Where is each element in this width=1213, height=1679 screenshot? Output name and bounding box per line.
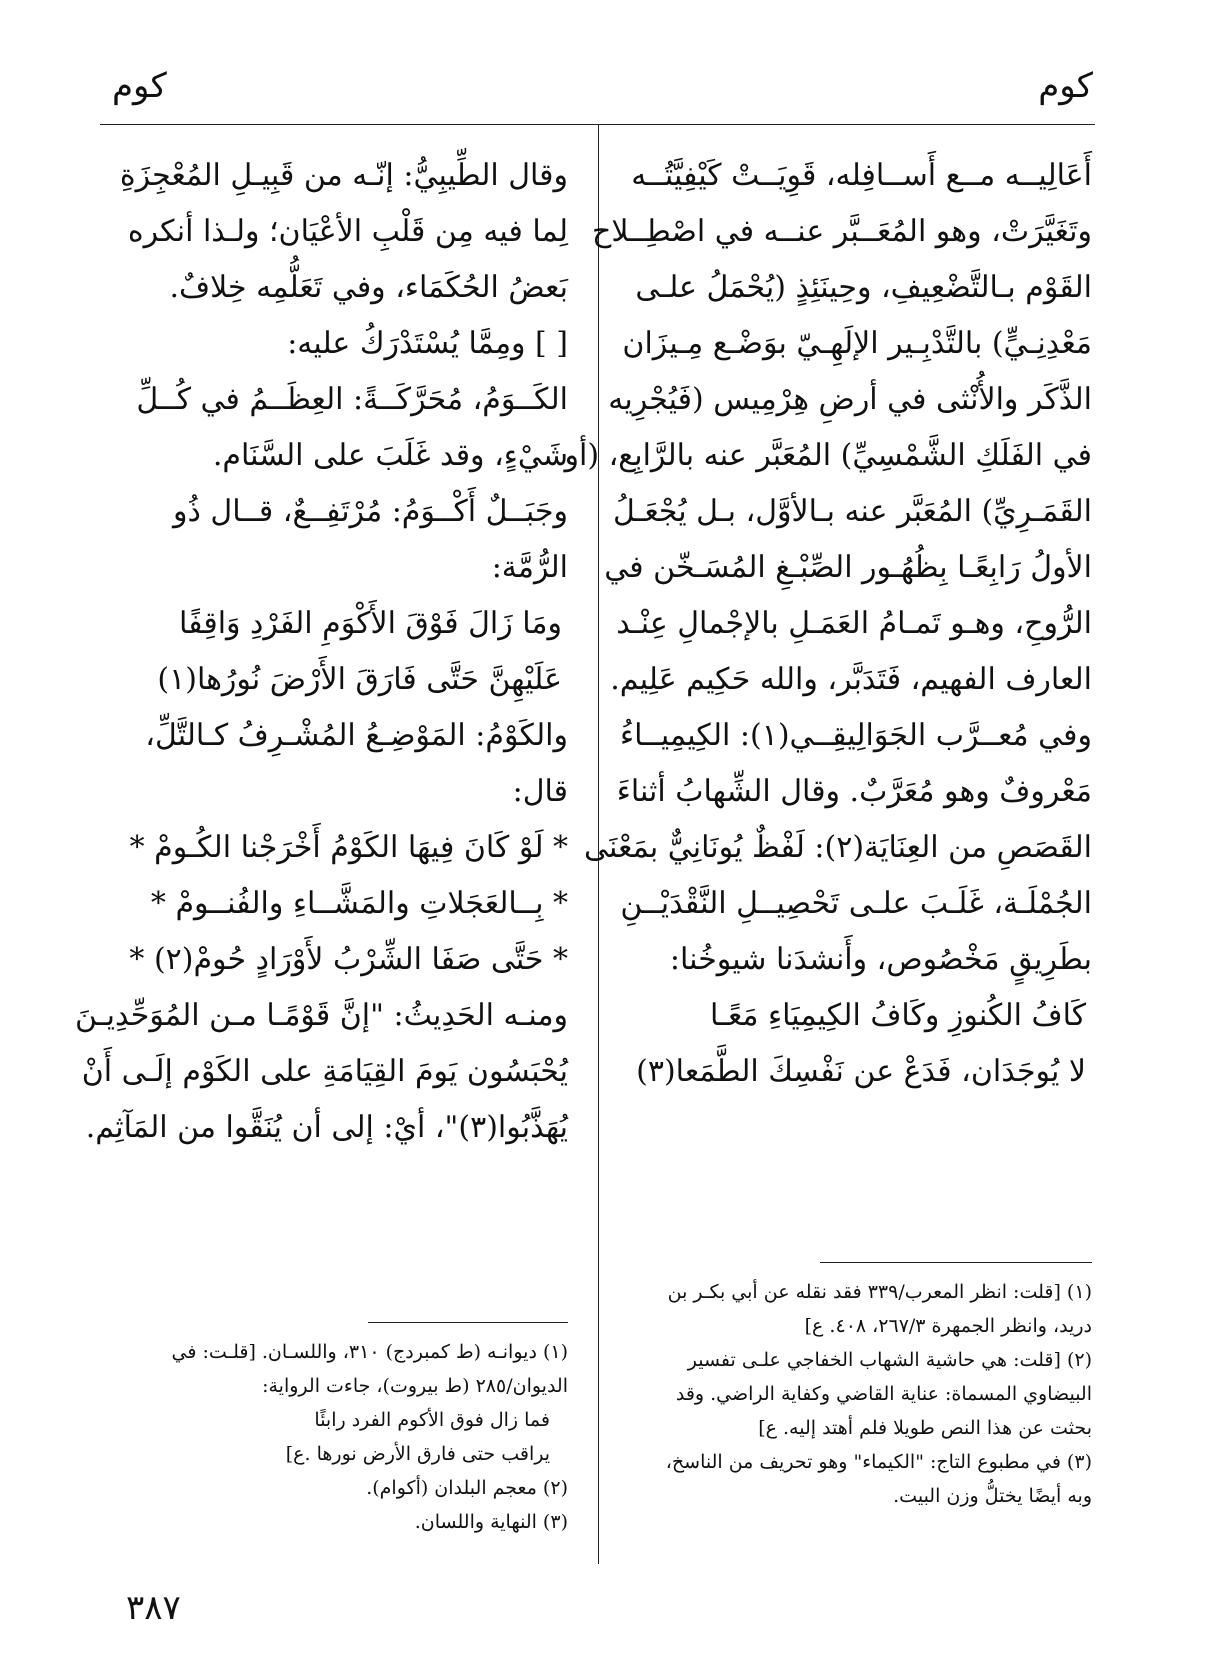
left-footnotes	[106, 1335, 568, 1539]
text-line: ومنـه الحَدِيثُ: "إنَّ قَوْمًـا مـن المُوَحِّدِيـنَ	[75, 998, 568, 1033]
text-line: الذَّكَر والأُنْثى في أرضِ هِرْمِيس (فَيُجْرِيه	[608, 382, 1092, 417]
right-footnotes	[630, 1275, 1092, 1513]
verse-line: كَافُ الكُنوزِ وكَافُ الكِيمِيَاءِ مَعًـا	[710, 998, 1086, 1033]
footnote-line: (٣) في مطبوع التاج: "الكيماء" وهو تحريف من الناسخ،	[665, 1451, 1092, 1473]
footnote-line: بحثت عن هذا النص طويلا فلم أهتد إليه. ع]	[758, 1417, 1092, 1439]
running-header-left: كوم	[112, 66, 167, 106]
text-line: في الفَلَكِ الشَّمْسِيِّ) المُعَبَّر عنه بالرَّابِع، (أو	[564, 438, 1092, 473]
text-line: والكَوْمُ: المَوْضِـعُ المُشْـرِفُ كـالتَّلِّ،	[145, 718, 568, 753]
text-line: القَمَـرِيِّ) المُعَبَّر عنه بـالأوَّل، بـل يُجْعَـلُ	[612, 494, 1092, 529]
page-number: ٣٨٧	[126, 1588, 181, 1628]
text-line: الجُمْلَـة، غَلَـبَ علـى تَحْصِيــلِ النَّقْدَيْــنِ	[620, 886, 1092, 921]
text-line: وتَغَيَّرَتْ، وهو المُعَــبَّر عنــه في اصْطِــلاح	[591, 214, 1092, 249]
text-line: لِما فيه مِن قَلْبِ الأعْيَان؛ ولـذا أنكره	[127, 214, 568, 249]
text-line: وقال الطِّيبِيُّ: إنّـه من قَبِيـلِ المُعْجِزَةِ	[119, 158, 568, 193]
text-line: القَصَصِ من العِنَايَة(٢): لَفْظٌ يُونَانِيٌّ بمَعْنَى	[584, 830, 1092, 865]
verse-line: ومَا زَالَ فَوْقَ الأَكْوَمِ الفَرْدِ وَاقِفًا	[179, 606, 562, 641]
footnote-rule-right	[820, 1262, 1092, 1263]
text-line: الرُّوحِ، وهـو تَمـامُ العَمَـلِ بالإجْمالِ عِنْـد	[616, 606, 1092, 641]
verse-line: عَلَيْهِنَّ حَتَّى فَارَقَ الأَرْضَ نُورُها(١)	[157, 662, 562, 697]
text-line: شَيْءٍ، وقد غَلَبَ على السَّنَام.	[212, 438, 568, 473]
footnote-line: (٣) النهاية واللسان.	[414, 1511, 568, 1533]
text-line: مَعْدِنِـيٍّ) بالتَّدْبِـير الإلَهِـيّ بوَضْـع مِـيزَان	[622, 326, 1092, 361]
verse-line: لا يُوجَدَان، فَدَعْ عن نَفْسِكَ الطَّمَعا(٣)	[636, 1054, 1086, 1089]
footnote-line: الديوان/٢٨٥ (ط بيروت)، جاءت الرواية:	[262, 1375, 568, 1397]
text-line: يُحْبَسُون يَومَ القِيَامَةِ على الكَوْم إلَـى أَنْ	[81, 1054, 568, 1089]
verse-line: * لَوْ كَانَ فِيهَا الكَوْمُ أَخْرَجْنا الكُـومْ *	[129, 830, 568, 865]
text-line: يُهَذَّبُوا(٣)"، أيْ: إلى أن يُنَقَّوا من المَآثِم.	[85, 1110, 568, 1145]
footnote-line: وبه أيضًا يختلُّ وزن البيت.	[893, 1485, 1092, 1507]
text-line: وجَبَــلٌ أَكْــوَمُ: مُرْتَفِــعٌ، قــال ذُو	[173, 494, 568, 529]
verse-line: * حَتَّى صَفَا الشِّرْبُ لأَوْرَادٍ حُومْ(٢) *	[129, 942, 568, 977]
footnote-line: (٢) [قلت: هي حاشية الشهاب الخفاجي علـى تفسير	[687, 1349, 1092, 1371]
verse-line: * بِــالعَجَلاتِ والمَشَّــاءِ والفُنــومْ *	[150, 886, 568, 921]
text-line: أَعَالِيــه مــع أَســافِله، قَوِيَــتْ كَيْفِيَّتُــه	[631, 158, 1092, 193]
text-line: العارف الفهيم، فَتَدَبَّر، والله حَكِيم عَلِيم.	[610, 662, 1092, 697]
footnote-verse-line: يراقب حتى فارق الأرض نورها .ع]	[285, 1443, 550, 1465]
text-line: [ ] ومِمَّا يُسْتَدْرَكُ عليه:	[287, 326, 568, 361]
footnote-line: البيضاوي المسماة: عناية القاضي وكفاية الراضي. وقد	[675, 1383, 1092, 1405]
running-header-right: كوم	[1038, 66, 1093, 106]
text-line: الأولُ رَابِعًـا بِظُهُـور الصِّبْـغِ المُسَـخّن في	[604, 550, 1092, 585]
footnote-line: (١) [قلت: انظر المعرب/٣٣٩ فقد نقله عن أبي بكـر بن	[667, 1281, 1092, 1303]
footnote-rule-left	[368, 1322, 568, 1323]
footnote-line: (٢) معجم البلدان (أكوام).	[366, 1477, 568, 1499]
text-line: الكَــوَمُ، مُحَرَّكَــةً: العِظَــمُ في كُــلِّ	[136, 382, 568, 417]
text-line: القَوْم بـالتَّضْعِيفِ، وحِينَئِذٍ (يُحْمَلُ علـى	[635, 270, 1092, 305]
footnote-verse-line: فما زال فوق الأكوم الفرد رابئًا	[314, 1409, 550, 1431]
text-line: مَعْروفٌ وهو مُعَرَّبٌ. وقال الشِّهابُ أثناءَ	[616, 774, 1092, 809]
footnote-line: (١) ديوانـه (ط كمبردج) ٣١٠، واللسـان. [قلـت: في	[171, 1341, 568, 1363]
right-column	[564, 148, 1092, 1100]
text-line: بَعضُ الحُكَمَاء، وفي تَعَلُّمِه خِلافٌ.	[169, 270, 568, 305]
left-column	[75, 148, 568, 1156]
footnote-line: دريد، وانظر الجمهرة ٢٦٧/٣، ٤٠٨. ع]	[804, 1315, 1092, 1337]
text-line: وفي مُعــرَّب الجَوَالِيقِــي(١): الكِيمِيــاءُ	[620, 718, 1092, 753]
text-line: الرُّمَّة:	[491, 550, 568, 585]
text-line: قال:	[512, 774, 568, 809]
text-line: بطَرِيقٍ مَخْصُوص، وأَنشدَنا شيوخُنا:	[669, 942, 1092, 977]
